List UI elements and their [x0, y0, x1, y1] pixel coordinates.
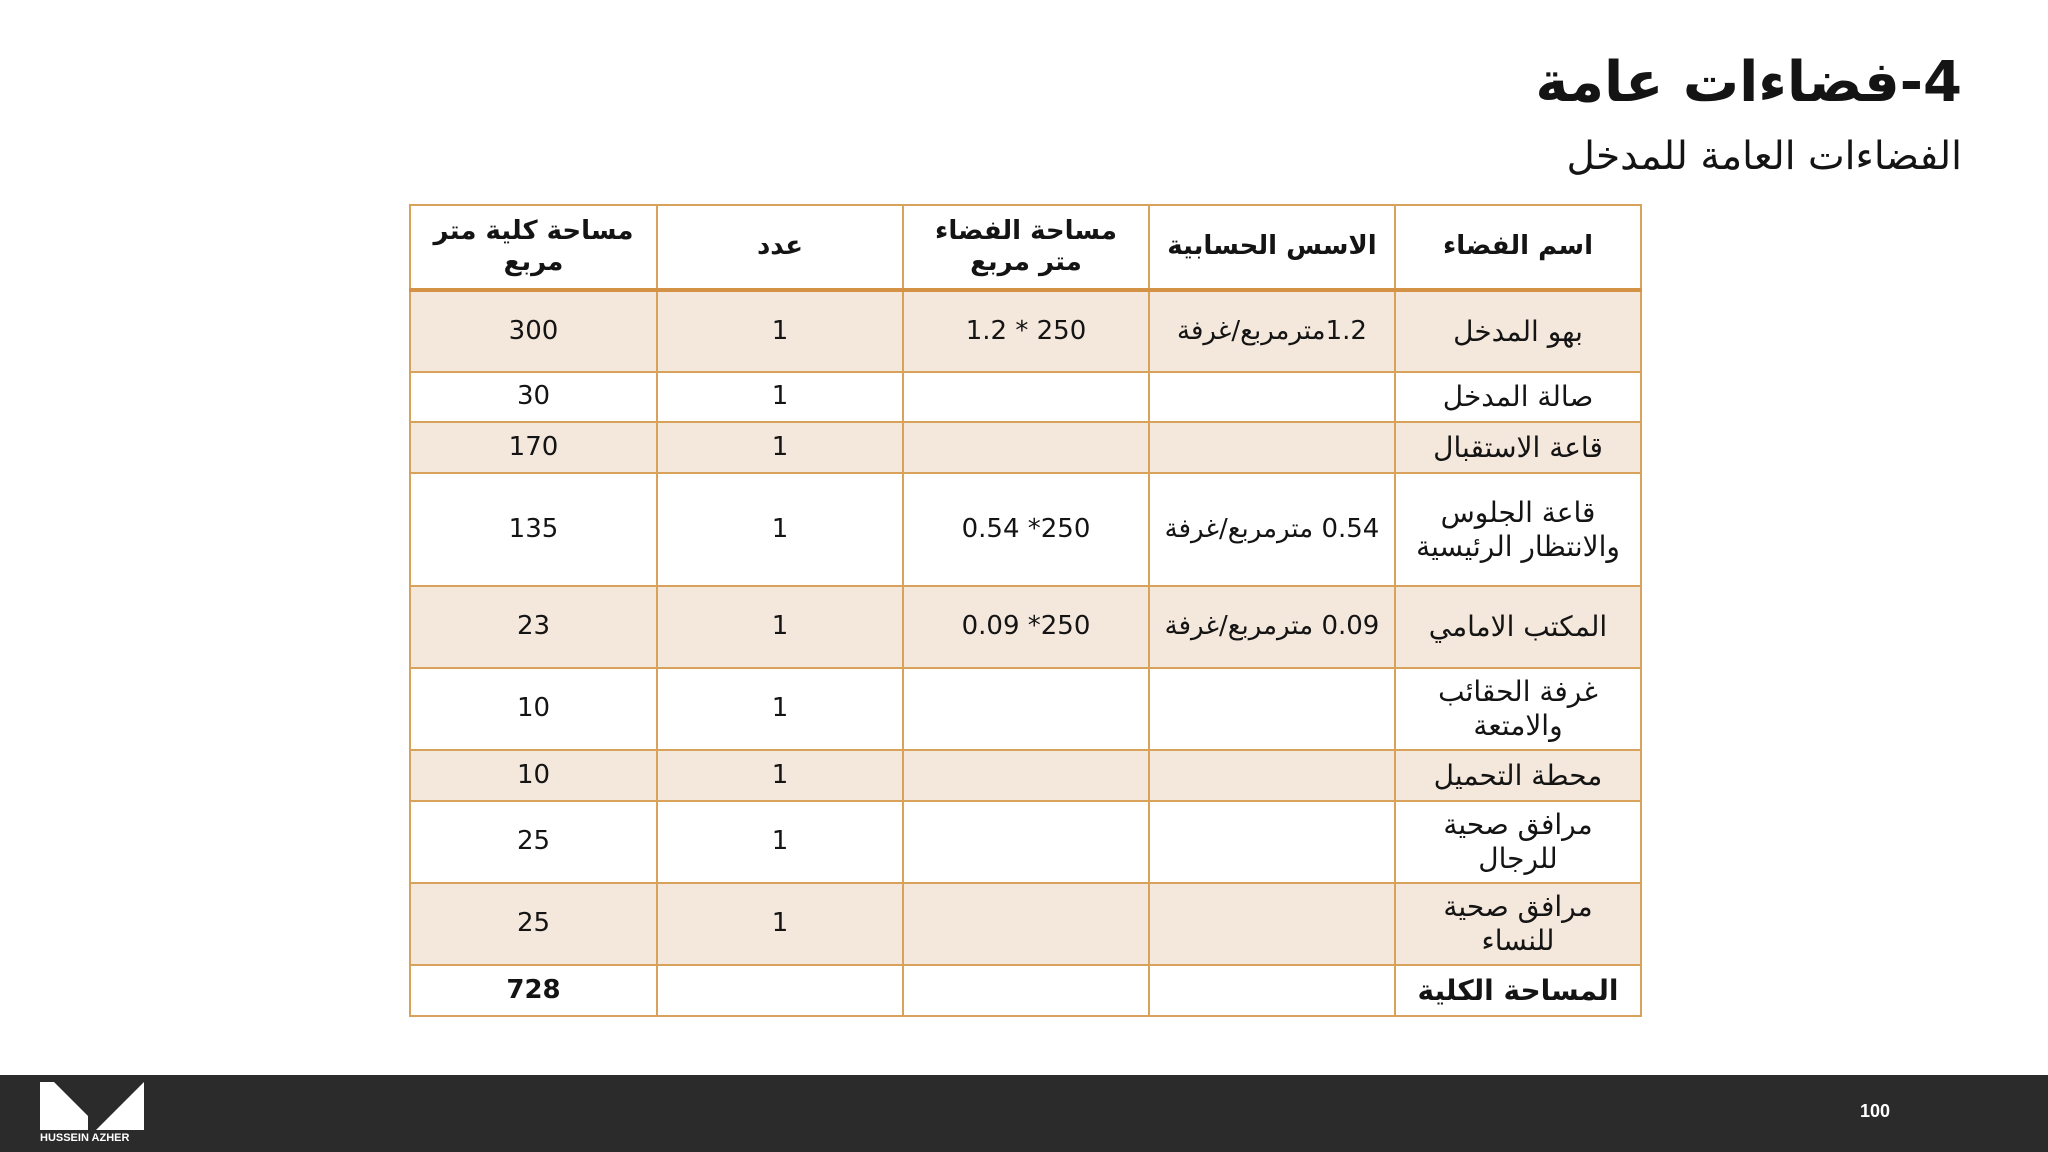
cell-space-name: بهو المدخل — [1395, 290, 1641, 372]
spaces-table — [409, 204, 1642, 1017]
cell-total-area: 10 — [410, 668, 657, 750]
cell-total-area: 135 — [410, 473, 657, 586]
cell-space-area: 250 * 1.2 — [903, 290, 1149, 372]
cell-count: 1 — [657, 372, 903, 422]
cell-space-area — [903, 668, 1149, 750]
table-row — [410, 290, 1641, 372]
header-total-area: مساحة كلية متر مربع — [410, 205, 657, 290]
header-space-name: اسم الفضاء — [1395, 205, 1641, 290]
cell-count: 1 — [657, 668, 903, 750]
cell-total-area: 30 — [410, 372, 657, 422]
cell-basis — [1149, 422, 1395, 473]
table-row — [410, 750, 1641, 801]
footer-bar — [0, 1075, 2048, 1152]
header-space-area: مساحة الفضاء متر مربع — [903, 205, 1149, 290]
cell-basis: 0.54 مترمربع/غرفة — [1149, 473, 1395, 586]
cell-total-area: 23 — [410, 586, 657, 668]
table-row — [410, 422, 1641, 473]
cell-count: 1 — [657, 750, 903, 801]
cell-space-name: مرافق صحية للرجال — [1395, 801, 1641, 883]
cell-basis — [1149, 965, 1395, 1016]
cell-basis — [1149, 750, 1395, 801]
slide-title: 4-فضاءات عامة — [1535, 50, 1962, 115]
brand-logo — [40, 1082, 144, 1144]
table-total-row — [410, 965, 1641, 1016]
cell-basis: 0.09 مترمربع/غرفة — [1149, 586, 1395, 668]
slide-subtitle: الفضاءات العامة للمدخل — [1566, 134, 1962, 179]
cell-space-area — [903, 801, 1149, 883]
cell-count: 1 — [657, 801, 903, 883]
cell-count: 1 — [657, 883, 903, 965]
cell-count: 1 — [657, 473, 903, 586]
header-basis: الاسس الحسابية — [1149, 205, 1395, 290]
cell-basis — [1149, 801, 1395, 883]
page-number: 100 — [1860, 1101, 1891, 1121]
table-header-row — [410, 205, 1641, 290]
cell-total-area: 10 — [410, 750, 657, 801]
cell-space-area — [903, 422, 1149, 473]
cell-count: 1 — [657, 290, 903, 372]
cell-space-name: محطة التحميل — [1395, 750, 1641, 801]
cell-count — [657, 965, 903, 1016]
cell-total-label: المساحة الكلية — [1395, 965, 1641, 1016]
table-row — [410, 883, 1641, 965]
cell-total-area: 300 — [410, 290, 657, 372]
table-row — [410, 372, 1641, 422]
cell-space-area — [903, 750, 1149, 801]
cell-space-area — [903, 883, 1149, 965]
cell-count: 1 — [657, 422, 903, 473]
cell-space-name: صالة المدخل — [1395, 372, 1641, 422]
cell-basis — [1149, 668, 1395, 750]
cell-space-area — [903, 372, 1149, 422]
cell-space-name: المكتب الامامي — [1395, 586, 1641, 668]
cell-space-area: 250* 0.09 — [903, 586, 1149, 668]
cell-space-name: مرافق صحية للنساء — [1395, 883, 1641, 965]
cell-grand-total: 728 — [410, 965, 657, 1016]
cell-count: 1 — [657, 586, 903, 668]
cell-space-name: قاعة الجلوس والانتظار الرئيسية — [1395, 473, 1641, 586]
cell-basis — [1149, 883, 1395, 965]
cell-space-area — [903, 965, 1149, 1016]
cell-basis — [1149, 372, 1395, 422]
table-row — [410, 801, 1641, 883]
cell-total-area: 25 — [410, 801, 657, 883]
spaces-table-container — [409, 204, 1640, 1017]
logo-text: HUSSEIN AZHER — [40, 1132, 130, 1144]
cell-space-area: 250* 0.54 — [903, 473, 1149, 586]
cell-space-name: قاعة الاستقبال — [1395, 422, 1641, 473]
table-row — [410, 473, 1641, 586]
table-row — [410, 668, 1641, 750]
cell-basis: 1.2مترمربع/غرفة — [1149, 290, 1395, 372]
cell-total-area: 170 — [410, 422, 657, 473]
logo-mark-icon — [40, 1082, 144, 1130]
cell-total-area: 25 — [410, 883, 657, 965]
cell-space-name: غرفة الحقائب والامتعة — [1395, 668, 1641, 750]
header-count: عدد — [657, 205, 903, 290]
table-row — [410, 586, 1641, 668]
